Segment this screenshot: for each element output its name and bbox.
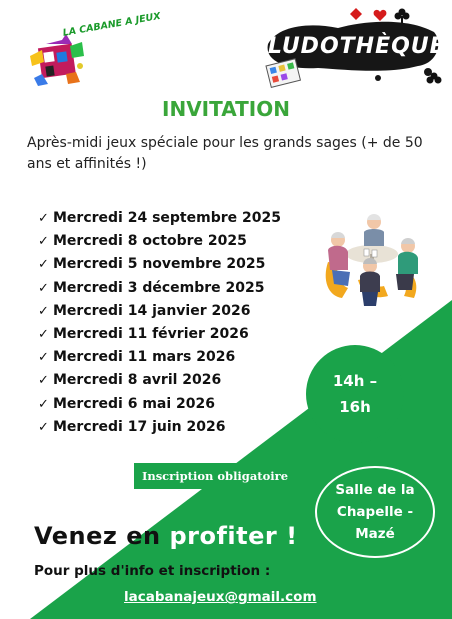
date-item: ✓ Mercredi 11 mars 2026 [38, 346, 281, 369]
date-item: ✓ Mercredi 8 octobre 2025 [38, 230, 281, 253]
ludotheque-logo-text: LUDOTHÈQUE [268, 34, 446, 59]
time-start: 14h – [332, 372, 378, 390]
cabin-logo-icon [26, 22, 156, 106]
info-line: Pour plus d'info et inscription : [34, 563, 271, 579]
intro-text: Après-midi jeux spéciale pour les grands sages (+ de 50 ans et affinités !) [27, 135, 423, 172]
game-board-icon [266, 59, 300, 88]
check-icon: ✓ [38, 303, 49, 319]
date-item: ✓ Mercredi 3 décembre 2025 [38, 277, 281, 300]
inscription-banner: Inscription obligatoire [134, 463, 296, 489]
date-item: ✓ Mercredi 5 novembre 2025 [38, 253, 281, 276]
check-icon: ✓ [38, 419, 49, 435]
seniors-playing-cards-illustration [318, 210, 428, 314]
email-link[interactable]: lacabanajeux@gmail.com [124, 589, 317, 605]
location-badge [315, 466, 435, 558]
check-icon: ✓ [38, 280, 49, 296]
invitation-title: INVITATION [162, 97, 290, 121]
time-badge [306, 345, 404, 443]
check-icon: ✓ [38, 396, 49, 412]
check-icon: ✓ [38, 234, 49, 250]
date-item: ✓ Mercredi 24 septembre 2025 [38, 207, 281, 230]
check-icon: ✓ [38, 373, 49, 389]
dates-list [38, 207, 281, 439]
date-item: ✓ Mercredi 6 mai 2026 [38, 393, 281, 416]
time-end: 16h [339, 398, 371, 416]
check-icon: ✓ [38, 327, 49, 343]
check-icon: ✓ [38, 211, 49, 226]
date-item: ✓ Mercredi 17 juin 2026 [38, 416, 281, 439]
date-item: ✓ Mercredi 8 avril 2026 [38, 369, 281, 392]
cta-heading: Venez en profiter ! [34, 522, 298, 550]
check-icon: ✓ [38, 257, 49, 273]
date-item: ✓ Mercredi 14 janvier 2026 [38, 300, 281, 323]
location-text: Salle de la Chapelle - Mazé [335, 482, 415, 542]
check-icon: ✓ [38, 350, 49, 366]
date-item: ✓ Mercredi 11 février 2026 [38, 323, 281, 346]
cabin-logo-text: LA CABANE A JEUX [62, 10, 162, 39]
